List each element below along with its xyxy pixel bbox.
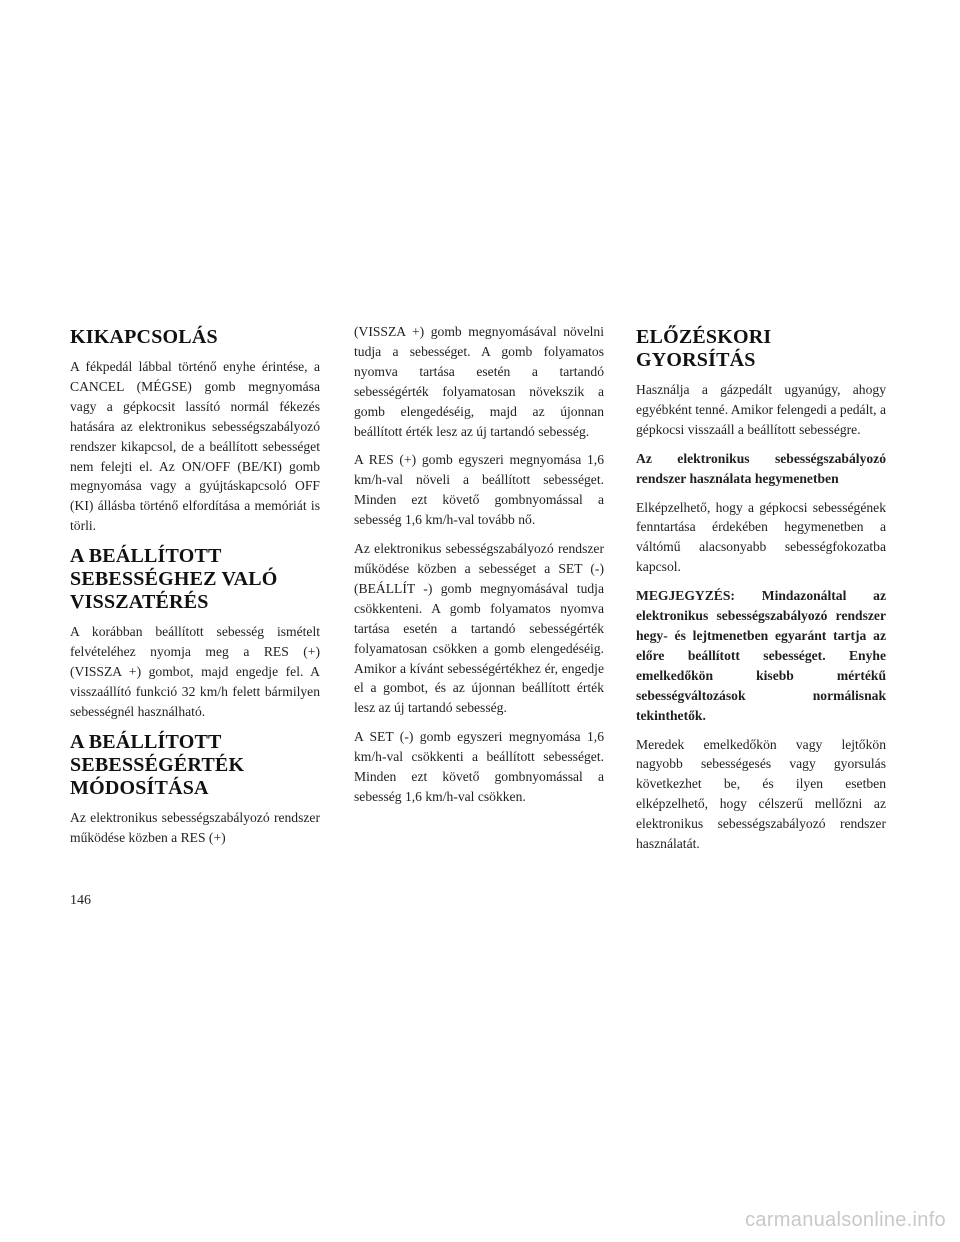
paragraph-res-single: A RES (+) gomb egyszeri megnyomása 1,6 km/h-val növeli a beállított sebességet. Minden ezt követő gombnyomással a sebesség 1,6 km/h-val tovább nő. [354, 452, 604, 528]
heading-kikapcsolas: KIKAPCSOLÁS [70, 326, 218, 348]
paragraph-visszateres: A korábban beállított sebesség ismételt felvételéhez nyomja meg a RES (+) (VISSZA +) gombot, majd engedje fel. A visszaállító funkció 32 km/h felett bármilyen sebességnél használható. [70, 624, 320, 719]
paragraph-modositasa-start: Az elektronikus sebességszabályozó rendszer működése közben a RES (+) [70, 809, 320, 845]
heading-modositasa: A BEÁLLÍTOTT SEBESSÉGÉRTÉK MÓDOSÍTÁSA [70, 730, 245, 799]
note-megjegyzes: MEGJEGYZÉS: Mindazonáltal az elektronikus sebességszabályozó rendszer hegy- és lejtmenetben egyaránt tartja az előre beállított sebességet. Enyhe emelkedőkön kisebb mértékű sebességváltozások normálisnak tekinthetők. [636, 588, 886, 723]
watermark: carmanualsonline.info [745, 1209, 946, 1231]
paragraph-set-single: A SET (-) gomb egyszeri megnyomása 1,6 km/h-val csökkenti a beállított sebességet. Minden ezt követő gombnyomással a sebesség 1,6 km/h-val csökken. [354, 729, 604, 804]
column-left [70, 322, 320, 857]
paragraph-set-decrease: Az elektronikus sebességszabályozó rendszer működése közben a sebességet a SET (-) (BEÁLLÍT -) gomb megnyomásával tudja csökkenteni. A gomb folyamatos nyomva tartása esetén a tartandó sebességérték folyamatosan csökken a gomb elengedéséig. Amikor a kívánt sebességértékhez ér, engedje el a gombot, és az újonnan beállított érték lesz az új tartandó sebesség. [354, 541, 604, 716]
paragraph-hegymenet: Elképzelhető, hogy a gépkocsi sebességének fenntartása érdekében hegymenetben a váltómű alacsonyabb sebességfokozatba kapcsol. [636, 499, 886, 575]
heading-elozeskori: ELŐZÉSKORI GYORSÍTÁS [636, 326, 772, 371]
column-right [636, 322, 886, 863]
paragraph-kikapcsolas: A fékpedál lábbal történő enyhe érintése, a CANCEL (MÉGSE) gomb megnyomása vagy a gépkocsit lassító normál fékezés hatására az elektronikus sebességszabályozó rendszer kikapcsol, de a beállított sebességet nem felejti el. Az ON/OFF (BE/KI) gomb megnyomása vagy a gyújtáskapcsoló OFF (KI) állásba történő elfordítása a memóriát is törli. [70, 359, 320, 534]
subheading-hegymenet: Az elektronikus sebességszabályozó rendszer használata hegymenetben [636, 450, 886, 486]
page-number: 146 [70, 893, 91, 908]
heading-visszateres: A BEÁLLÍTOTT SEBESSÉGHEZ VALÓ VISSZATÉRÉS [70, 545, 278, 614]
paragraph-meredek: Meredek emelkedőkön vagy lejtőkön nagyobb sebességesés vagy gyorsulás következhet be, és ilyen esetben elképzelhető, hogy célszerű mellőzni az elektronikus sebességszabályozó rendszer használatát. [636, 736, 886, 852]
paragraph-elozeskori: Használja a gázpedált ugyanúgy, ahogy egyébként tenné. Amikor felengedi a pedált, a gépkocsi visszaáll a beállított sebességre. [636, 382, 886, 437]
paragraph-modositasa-cont: (VISSZA +) gomb megnyomásával növelni tudja a sebességet. A gomb folyamatos nyomva tartása esetén a tartandó sebességérték folyamatosan növekszik a gomb elengedéséig, majd az újonnan beállított érték lesz az új tartandó sebesség. [354, 324, 604, 439]
column-middle [354, 322, 604, 816]
